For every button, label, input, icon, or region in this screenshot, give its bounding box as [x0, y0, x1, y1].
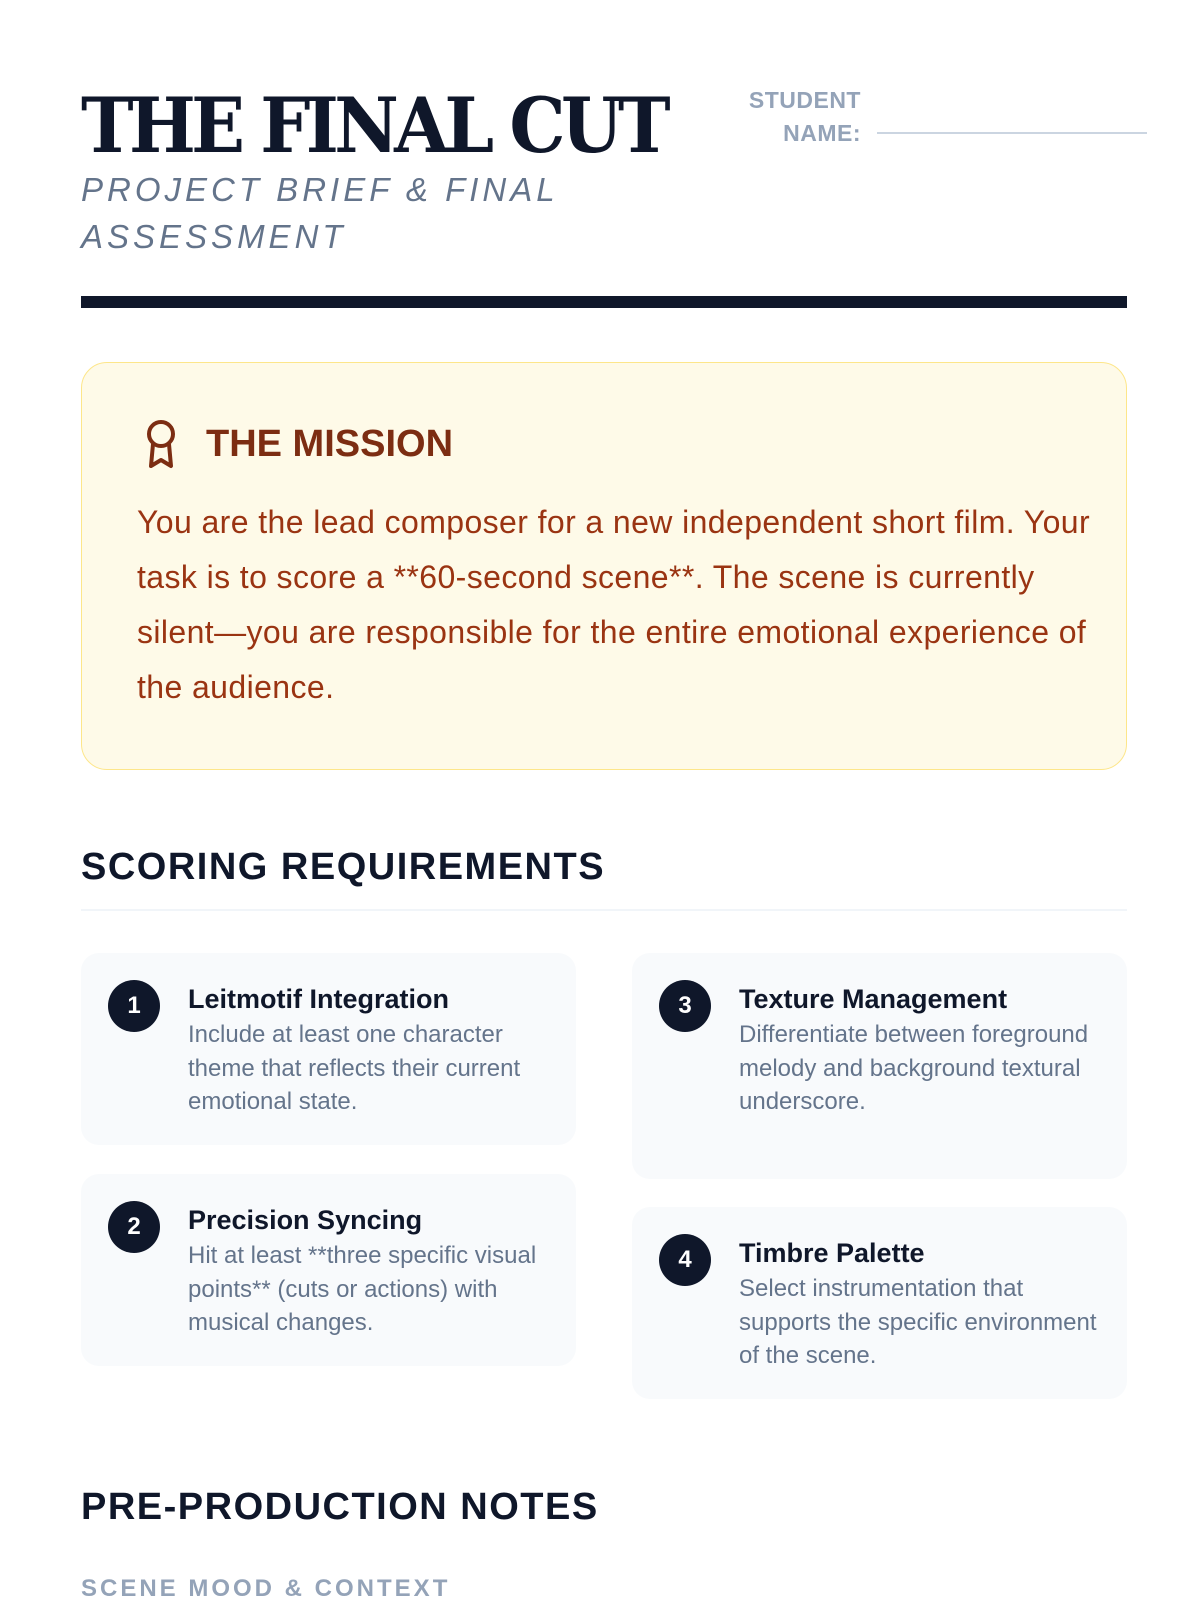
page-title: THE FINAL CUT	[81, 81, 666, 170]
requirement-card-1	[81, 953, 576, 1145]
student-name-field[interactable]	[711, 84, 1127, 144]
scoring-section-title: SCORING REQUIREMENTS	[81, 846, 606, 888]
mission-title: THE MISSION	[206, 423, 454, 465]
page-header	[81, 81, 1127, 255]
page-subtitle: PROJECT BRIEF & FINAL ASSESSMENT	[81, 171, 559, 255]
requirement-description: Select instrumentation that supports the specific environment of the scene.	[739, 1275, 1097, 1369]
requirement-card-4	[632, 1207, 1127, 1399]
requirement-card-2	[81, 1174, 576, 1366]
scoring-section-divider	[81, 909, 1127, 911]
mission-box	[81, 362, 1127, 770]
requirement-description: Include at least one character theme that reflects their current emotional state.	[188, 1021, 521, 1115]
requirement-number-badge: 3	[659, 980, 711, 1032]
requirement-description: Differentiate between foreground melody and background textural underscore.	[739, 1021, 1089, 1115]
requirement-number-badge: 2	[108, 1201, 160, 1253]
student-name-label: STUDENT NAME:	[748, 87, 861, 146]
requirement-title: Leitmotif Integration	[188, 984, 449, 1014]
mission-text: You are the lead composer for a new independent short film. Your task is to score a **60-second scene**. The scene is currently silent—you are responsible for the entire emotional experience of the audience.	[137, 504, 1091, 705]
requirement-title: Texture Management	[739, 984, 1008, 1014]
requirement-title: Timbre Palette	[739, 1238, 925, 1268]
header-divider	[81, 296, 1127, 308]
requirement-title: Precision Syncing	[188, 1205, 423, 1235]
scene-mood-label: SCENE MOOD & CONTEXT	[81, 1575, 451, 1600]
requirement-description: Hit at least **three specific visual points** (cuts or actions) with musical changes.	[188, 1242, 537, 1336]
notes-section-title: PRE-PRODUCTION NOTES	[81, 1486, 599, 1528]
award-ribbon-icon	[144, 419, 178, 469]
student-name-line[interactable]	[877, 132, 1147, 134]
requirement-card-3	[632, 953, 1127, 1179]
requirement-number-badge: 1	[108, 980, 160, 1032]
requirement-number-badge: 4	[659, 1234, 711, 1286]
